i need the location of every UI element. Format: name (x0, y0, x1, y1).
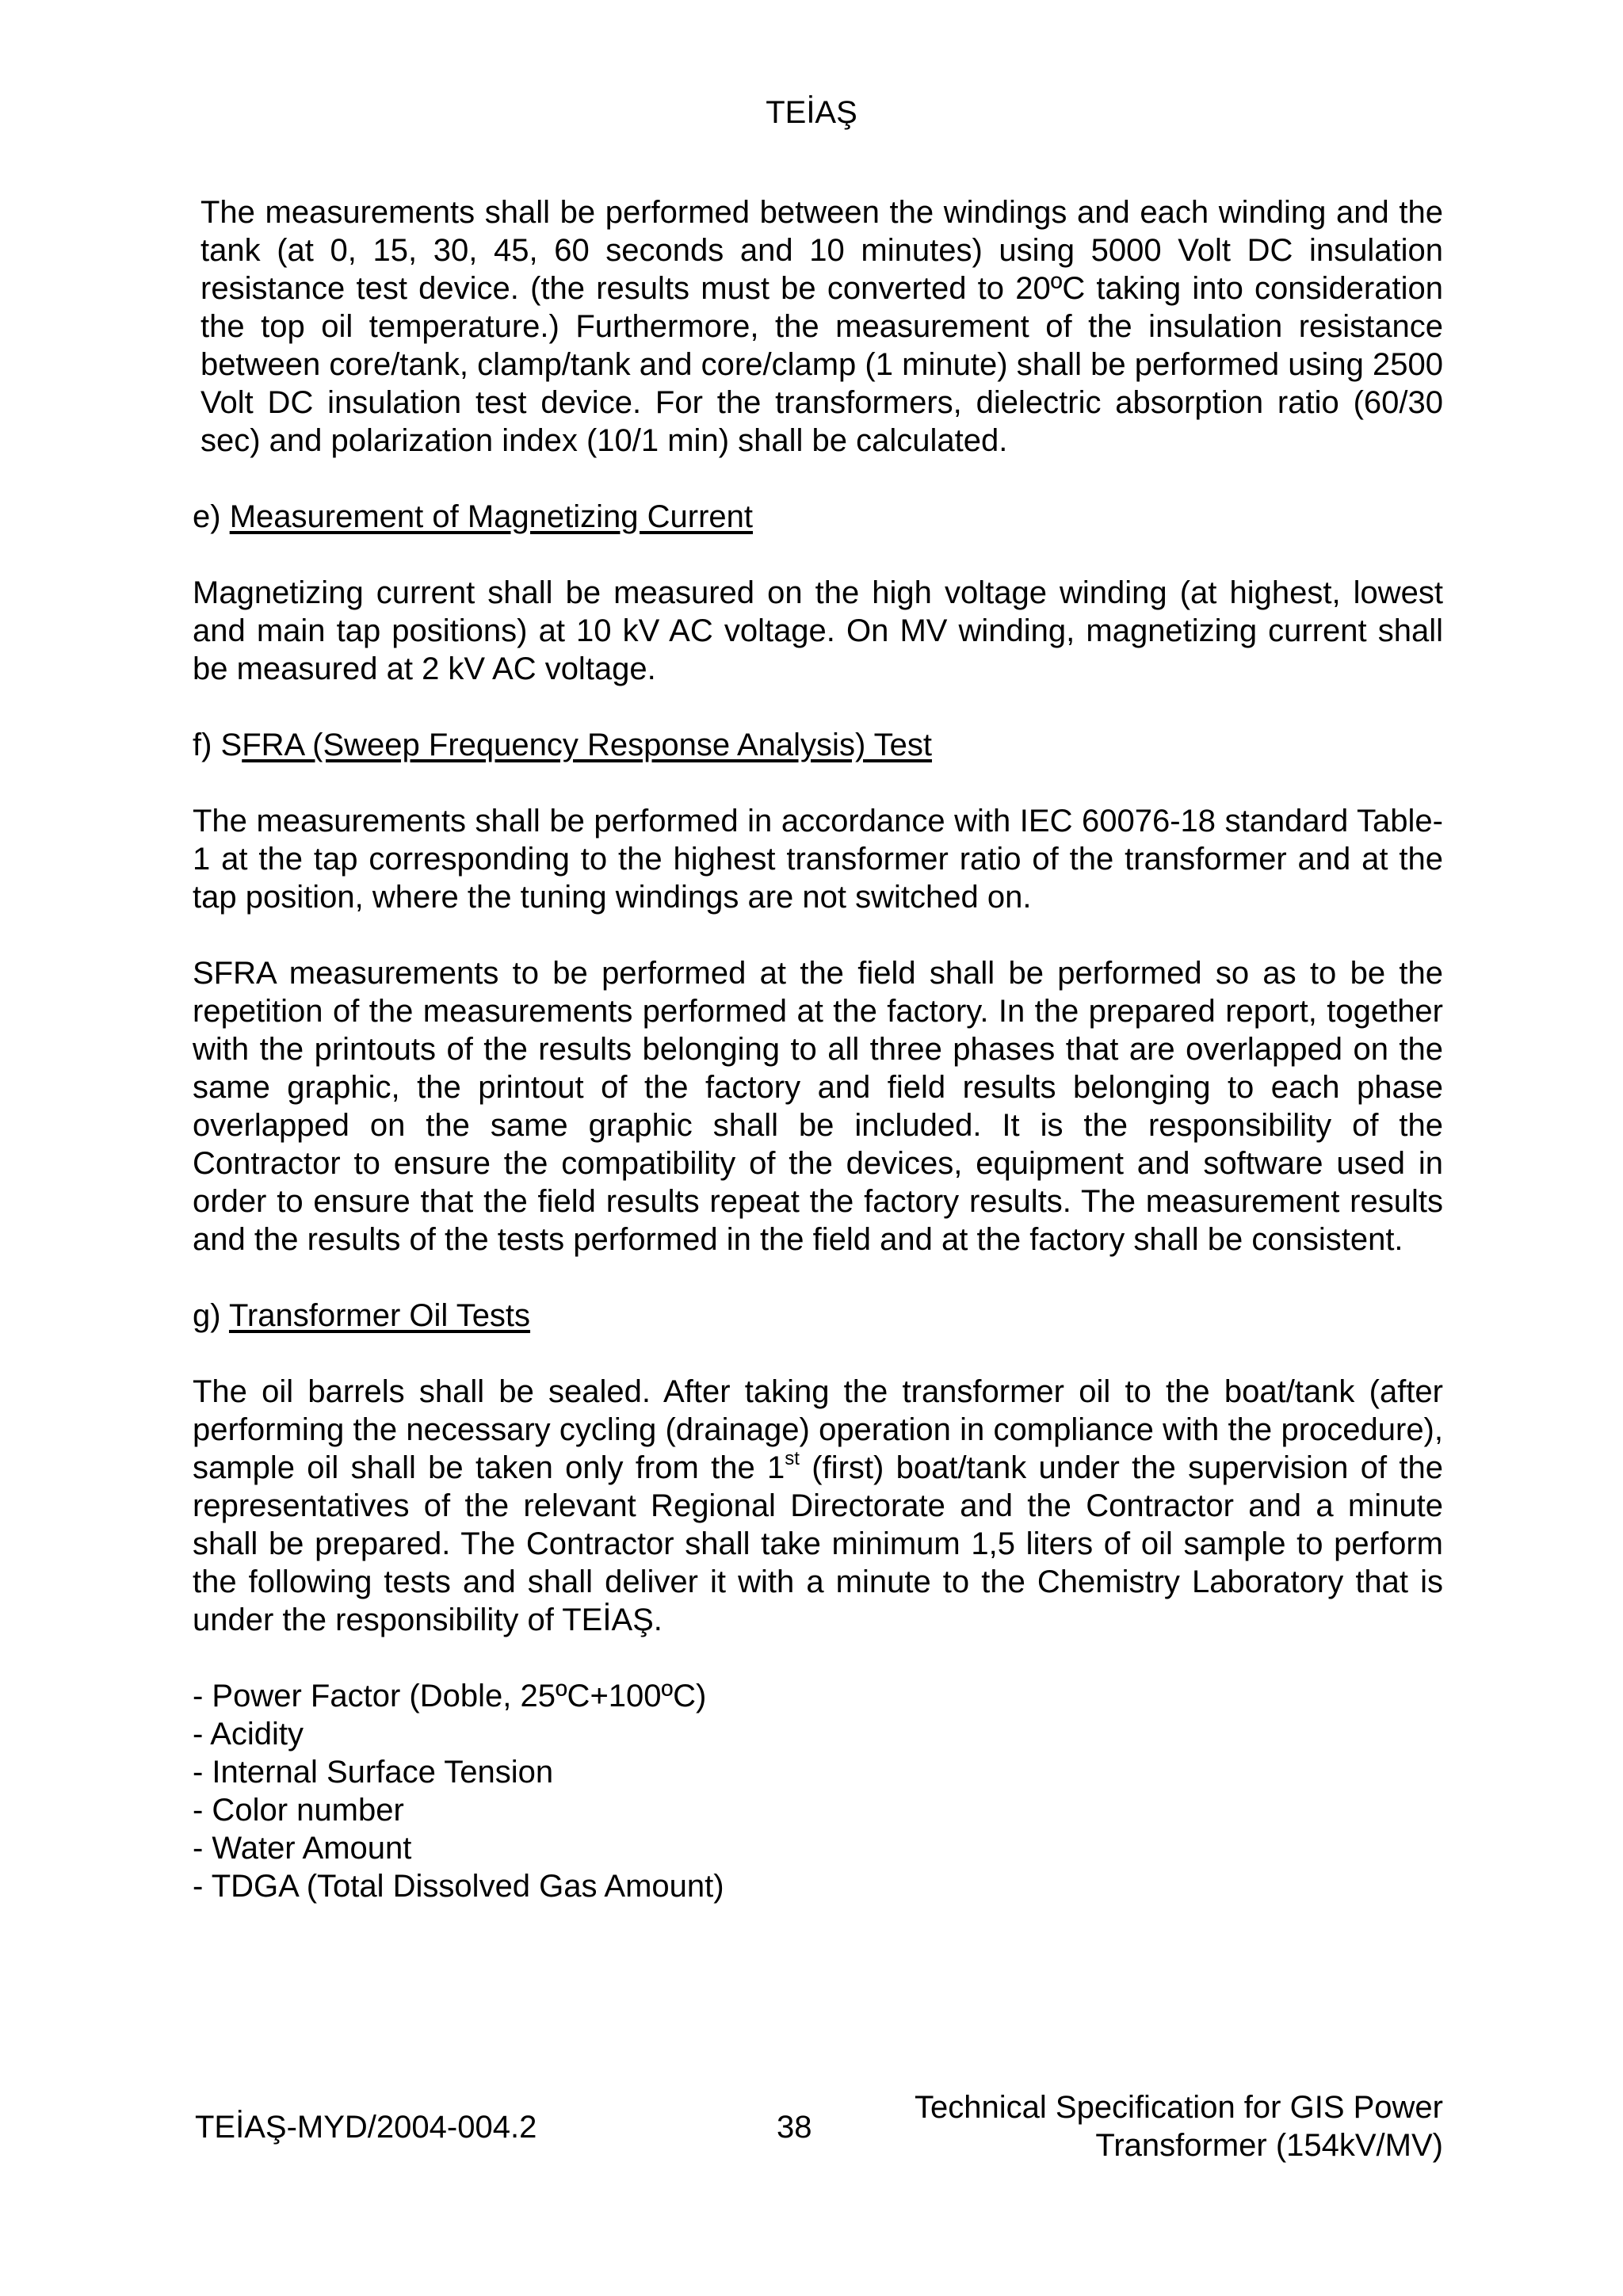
sfra-paragraph-2: SFRA measurements to be performed at the field shall be performed so as to be the repetition of the measurements performed at the factory. In the prepared report, together with the printouts of the results belonging to all three phases that are overlapped on the same graphic, the printout of the factory and field results belonging to each phase overlapped on the same graphic shall be included. It is the responsibility of the Contractor to ensure the compatibility of the devices, equipment and software used in order to ensure that the field results repeat the factory results. The measurement results and the results of the tests performed in the field and at the factory shall be consistent. (193, 956, 1443, 1257)
oil-test-item: - Internal Surface Tension (193, 1755, 554, 1790)
section-f-heading (193, 726, 1443, 764)
section-e-prefix: e) (193, 499, 230, 534)
oil-test-item: - Color number (193, 1793, 404, 1828)
oil-tests-text-part1: The oil barrels shall be sealed. After taking the transformer oil to the boat/tank (after performing the necessary cycling (drainage) operation in compliance with the procedure), sample oil shall be taken only from the 1 (193, 1374, 1443, 1485)
section-e-heading (193, 498, 1443, 536)
oil-test-list (193, 1677, 1443, 1905)
magnetizing-current-paragraph: Magnetizing current shall be measured on the high voltage winding (at highest, lowest and main tap positions) at 10 kV AC voltage. On MV winding, magnetizing current shall be measured at 2 kV AC voltage. (193, 575, 1443, 686)
footer-spec-line-1: Technical Specification for GIS Power (915, 2090, 1443, 2125)
section-f-title: FRA (Sweep Frequency Response Analysis) Test (242, 728, 933, 762)
insulation-resistance-paragraph: The measurements shall be performed between the windings and each winding and the tank (at 0, 15, 30, 45, 60 seconds and 10 minutes) using 5000 Volt DC insulation resistance test device. (the results must be converted to 20ºC taking into consideration the top oil temperature.) Furthermore, the measurement of the insulation resistance between core/tank, clamp/tank and core/clamp (1 minute) shall be performed using 2500 Volt DC insulation test device. For the transformers, dielectric absorption ratio (60/30 sec) and polarization index (10/1 min) shall be calculated. (200, 195, 1443, 458)
oil-test-item: - Water Amount (193, 1831, 412, 1866)
document-body (193, 193, 1443, 1905)
footer-spec-line-2: Transformer (154kV/MV) (1095, 2128, 1443, 2163)
section-f-prefix: f) S (193, 728, 242, 762)
oil-tests-text-part2: (first) boat/tank under the supervision of the representatives of the relevant Regional Directorate and the Contractor and a minute shall be prepared. The Contractor shall take minimum 1,5 liters of oil sample to perform the following tests and shall deliver it with a minute to the Chemistry Laboratory that is under the responsibility of TEİAŞ. (193, 1450, 1443, 1637)
section-g-title: Transformer Oil Tests (228, 1298, 531, 1333)
footer-doc-code: TEİAŞ-MYD/2004-004.2 (195, 2110, 537, 2145)
sfra-paragraph-1: The measurements shall be performed in accordance with IEC 60076-18 standard Table-1 at the tap corresponding to the highest transformer ratio of the transformer and at the tap position, where the tuning windings are not switched on. (193, 804, 1443, 915)
ordinal-superscript: st (785, 1448, 800, 1469)
footer-page-number: 38 (777, 2110, 812, 2145)
oil-tests-paragraph (193, 1373, 1443, 1639)
footer-spec-title (915, 2088, 1443, 2164)
oil-test-item: - Power Factor (Doble, 25ºC+100ºC) (193, 1679, 707, 1713)
oil-test-item: - Acidity (193, 1717, 304, 1752)
oil-test-item: - TDGA (Total Dissolved Gas Amount) (193, 1869, 724, 1904)
section-g-prefix: g) (193, 1298, 229, 1333)
section-e-title: Measurement of Magnetizing Current (229, 499, 753, 534)
section-g-heading (193, 1297, 1443, 1335)
page-header-title: TEİAŞ (766, 95, 857, 130)
